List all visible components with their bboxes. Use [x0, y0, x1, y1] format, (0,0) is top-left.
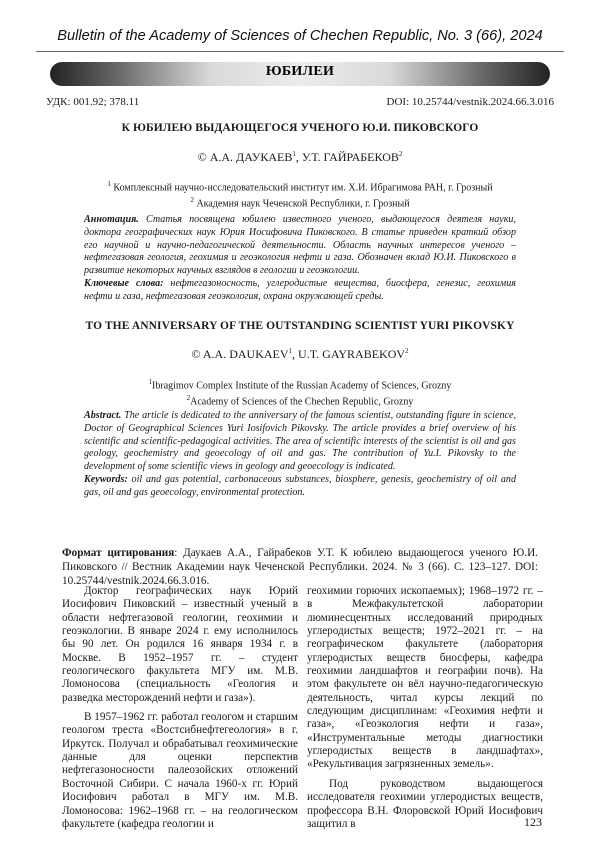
body-paragraph: В 1957–1962 гг. работал геологом и старшим геологом треста «Востсибнефтегеология» в г. Иркутск. Получал и обрабатывал геохимические данные для оценки перспектив нефтегазоносности палеозойских отложений Восточной Сибири. С начала 1960-х гг. Юрий Иосифович работал в МГУ им. М.В. Ломоносова: 1962–1968 гг. – на геологическом факультете (кафедра геологии и — [62, 711, 298, 830]
doi: DOI: 10.25744/vestnik.2024.66.3.016 — [386, 96, 554, 108]
section-title: ЮБИЛЕИ — [265, 64, 335, 79]
body-column-right — [307, 585, 543, 831]
keywords-label-en: Keywords: — [84, 473, 128, 485]
citation-label: Формат цитирования — [62, 547, 175, 559]
udk-code: УДК: 001.92; 378.11 — [46, 96, 140, 108]
authors-en: © A.A. DAUKAEV$^1$, U.T. GAYRABEKOV$^2$ — [191, 347, 409, 361]
abstract-en: Abstract. The article is dedicated to the anniversary of the famous scientist, outstanding figure in science, Doctor of Geographical Sciences Yuri Iosifovich Pikovsky. The article provides a brief overview of his scientific and scientific-pedagogical activities. The area of scientific interests of the scientist is oil and gas geology, geochemistry and geoecology of oil and gas. The contribution of Yu.I. Pikovsky to the development of some scientific views in geology and geoecology is indicated. Keywords: oil and gas potential, carbonaceous substances, biosphere, genesis, geochemistry of oil and gas, oil and gas geoecology, environmental protection. — [84, 410, 516, 498]
abstract-ru: Аннотация. Статья посвящена юбилею известного ученого, выдающегося деятеля науки, доктора географических наук Юрия Иосифовича Пиковского. В статье приведен краткий обзор его научной и научно-педагогической деятельности. Область научных интересов ученого – нефтегазовая геология, геохимия и геоэкология нефти и газа. Обозначен вклад Ю.И. Пиковского в развитие некоторых научных взглядов в геологии и геоэкологии. Ключевые слова: нефтегазоносность, углеродистые вещества, биосфера, генезис, геохимия нефти и газа, нефтегазовая геоэкология, охрана окружающей среды. — [84, 214, 516, 302]
affiliation-ru-1: $^1$ Комплексный научно-исследовательский институт им. Х.И. Ибрагимова РАН, г. Грозный — [107, 180, 493, 194]
article-title-ru: К ЮБИЛЕЮ ВЫДАЮЩЕГОСЯ УЧЕНОГО Ю.И. ПИКОВСКОГО — [121, 122, 479, 134]
affiliations-en — [0, 376, 600, 409]
body-paragraph: геохимии горючих ископаемых); 1968–1972 гг. – в Межфакультетской лаборатории люминесцентных исследований природных углеродистых веществ; 1972–2021 гг. – на географическом факультете (лаборатория углеродистых веществ биосферы, кафедра геохимии ландшафтов и географии почв). На этом факультете он вёл научно-педагогическую деятельность, читал курсы лекций по следующим дисциплинам: «Геохимия нефти и газа», «Геоэкология нефти и газа», «Инструментальные методы диагностики углеродистых веществ в ландшафтах», «Рекультивация загрязненных земель». — [307, 585, 543, 771]
page-number: 123 — [524, 815, 542, 829]
body-paragraph: Доктор географических наук Юрий Иосифович Пиковский – известный ученый в области нефтегазовой геологии, геохимии и геоэкологии. В январе 2024 г. ему исполнилось бы 90 лет. Он родился 16 января 1934 г. в Москве. В 1952–1957 гг. – студент геологического факультета МГУ им. М.В. Ломоносова (специальность «Геология и разведка месторождений нефти и газа»). — [62, 585, 298, 704]
keywords-label-ru: Ключевые слова: — [84, 277, 164, 289]
citation: Формат цитирования: Даукаев А.А., Гайрабеков У.Т. К юбилею выдающегося ученого Ю.И. Пиковского // Вестник Академии наук Чеченской Республики. 2024. № 3 (66). С. 123–127. DOI: 10.25744/vestnik.2024.66.3.016. — [62, 547, 538, 588]
header-rule — [36, 51, 564, 52]
article-title-en: TO THE ANNIVERSARY OF THE OUTSTANDING SCIENTIST YURI PIKOVSKY — [85, 320, 515, 332]
journal-header: Bulletin of the Academy of Sciences of Chechen Republic, No. 3 (66), 2024 — [57, 28, 543, 44]
body-paragraph: Под руководством выдающегося исследователя геохимии углеродистых веществ, профессора В.Н. Флоровской Юрий Иосифович защитил в — [307, 777, 543, 830]
affiliation-en-2: $^2$Academy of Sciences of the Chechen Republic, Grozny — [186, 394, 414, 408]
affiliation-en-1: $^1$Ibragimov Complex Institute of the Russian Academy of Sciences, Grozny — [148, 378, 452, 392]
affiliation-ru-2: $^2$ Академия наук Чеченской Республики, г. Грозный — [190, 196, 410, 210]
authors-ru: © А.А. ДАУКАЕВ$^1$, У.Т. ГАЙРАБЕКОВ$^2$ — [197, 150, 403, 164]
affiliations-ru — [0, 178, 600, 211]
abstract-label-en: Abstract. — [84, 410, 122, 421]
abstract-label-ru: Аннотация. — [84, 214, 139, 225]
body-column-left — [62, 585, 298, 831]
